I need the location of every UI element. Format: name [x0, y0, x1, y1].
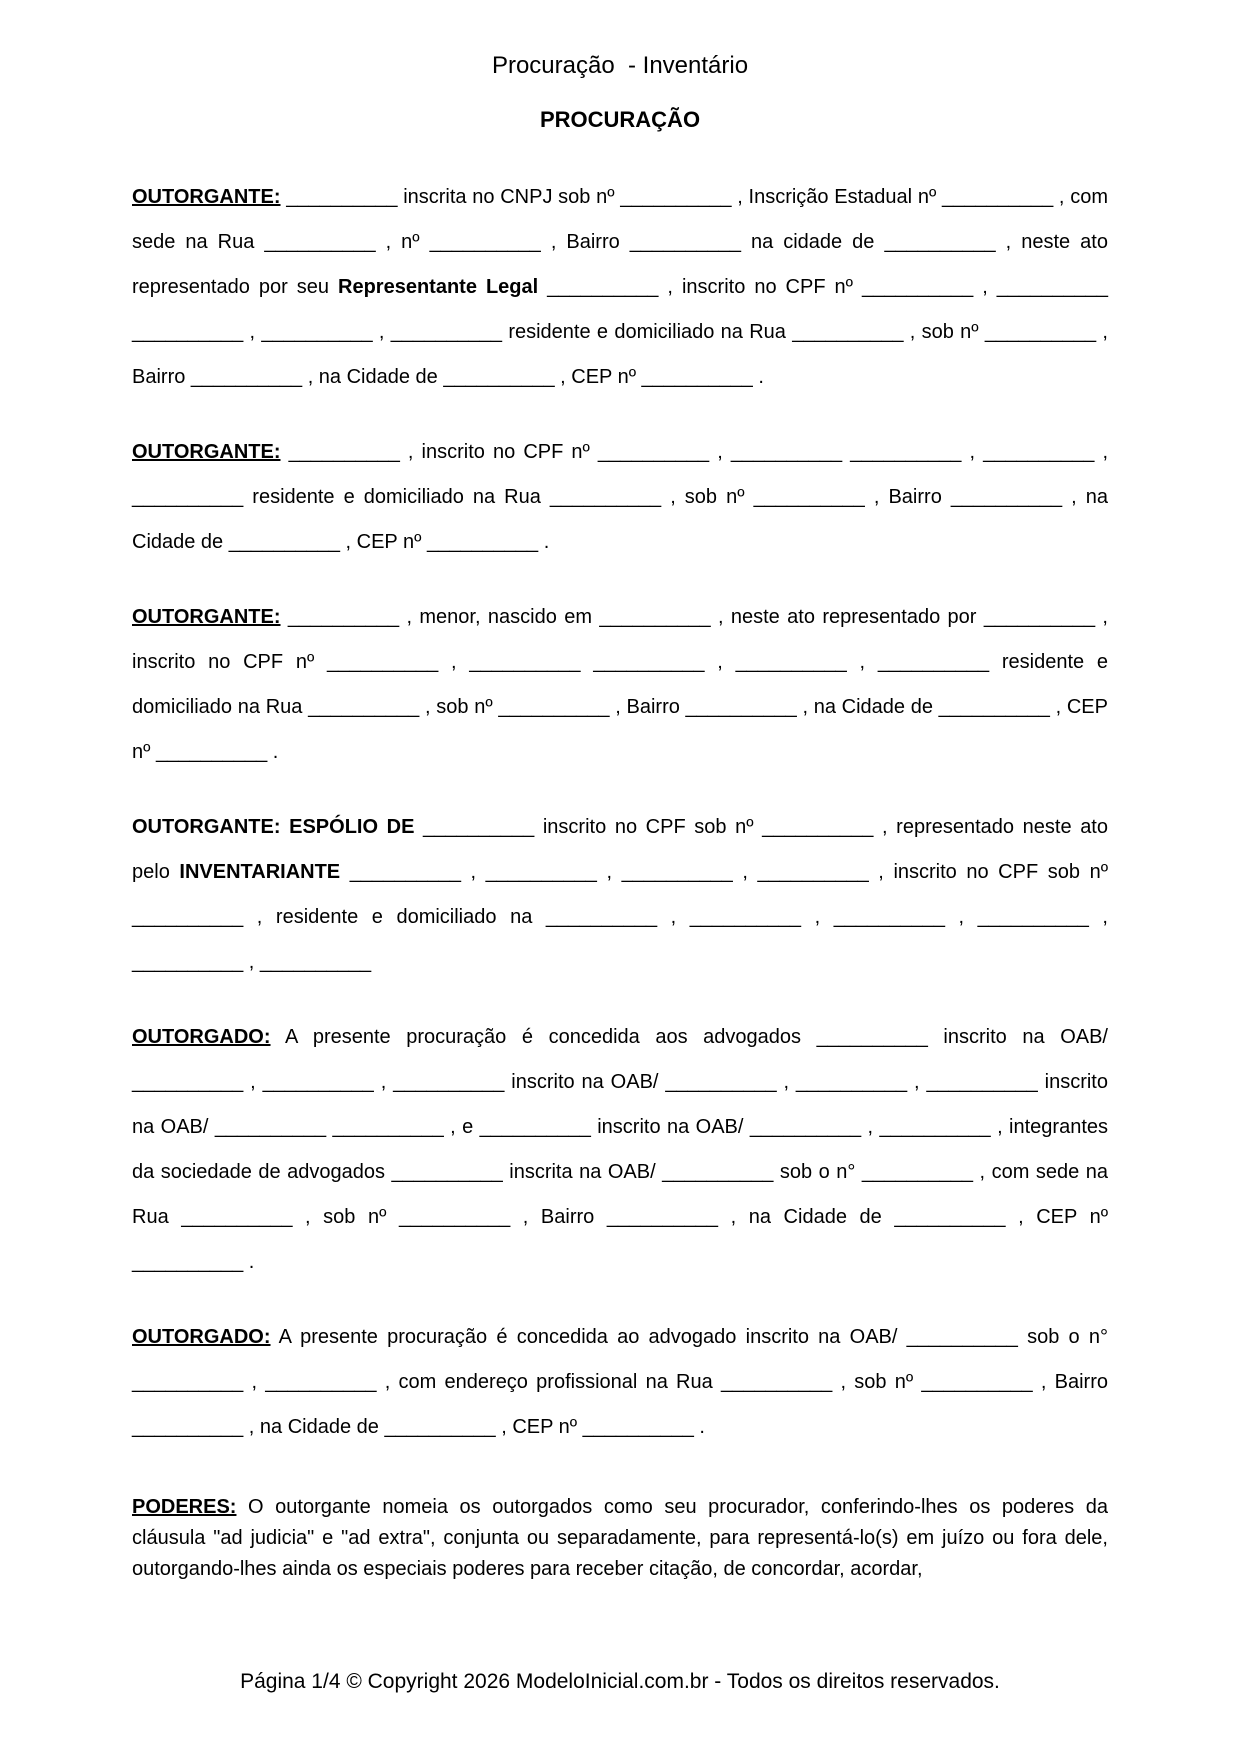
- paragraph-outorgado-society: [132, 1015, 1108, 1285]
- page-footer: Página 1/4 © Copyright 2026 ModeloInicial.com.br - Todos os direitos reservados.: [240, 1670, 1000, 1693]
- paragraph-outorgante-minor: [132, 595, 1108, 775]
- outorgante-label: OUTORGANTE:: [132, 186, 281, 208]
- outorgante-espolio-label: OUTORGANTE: ESPÓLIO DE: [132, 816, 415, 838]
- paragraph-outorgante-person: [132, 430, 1108, 565]
- paragraph-outorgado-single: [132, 1315, 1108, 1450]
- paragraph-text: __________ , __________ , __________ , __________ , inscrito no CPF sob nº __________ , residente e domiciliado na __________ , __________ , __________ , __________ , __________ , __________: [132, 861, 1108, 973]
- paragraph-text: A presente procuração é concedida ao advogado inscrito na OAB/ __________ sob o n° __________ , __________ , com endereço profissional na Rua __________ , sob nº __________ , Bairro __________ , na Cidade de __________ , CEP nº __________ .: [132, 1326, 1108, 1438]
- paragraph-poderes: [132, 1492, 1108, 1585]
- paragraph-text: __________ , inscrito no CPF nº __________ , __________ __________ , __________ , __________ residente e domiciliado na Rua __________ , sob nº __________ , Bairro __________ , na Cidade de __________ , CEP nº __________ .: [132, 441, 1108, 553]
- paragraph-outorgante-company: [132, 175, 1108, 400]
- poderes-label: PODERES:: [132, 1496, 237, 1518]
- outorgado-label: OUTORGADO:: [132, 1026, 271, 1048]
- outorgante-label: OUTORGANTE:: [132, 606, 281, 628]
- inventariante-bold: INVENTARIANTE: [179, 861, 341, 883]
- representante-legal-bold: Representante Legal: [338, 276, 539, 298]
- document-title: Procuração - Inventário: [491, 52, 749, 79]
- paragraph-text: __________ , inscrito no CPF nº __________ , __________ __________ , __________ , __________ residente e domiciliado na Rua __________ , sob nº __________ , Bairro __________ , na Cidade de __________ , CEP nº __________ .: [132, 276, 1108, 388]
- paragraph-text: __________ inscrita no CNPJ sob nº __________ , Inscrição Estadual nº __________ , com sede na Rua __________ , nº __________ , Bairro __________ na cidade de __________ , neste ato representado por seu: [132, 186, 1108, 298]
- paragraph-text: A presente procuração é concedida aos advogados __________ inscrito na OAB/ __________ , __________ , __________ inscrito na OAB/ __________ , __________ , __________ inscrito na OAB/ __________ __________ , e __________ inscrito na OAB/ __________ , __________ , integrantes da sociedade de advogados __________ inscrita na OAB/ __________ sob o n° __________ , com sede na Rua __________ , sob nº __________ , Bairro __________ , na Cidade de __________ , CEP nº __________ .: [132, 1026, 1108, 1273]
- outorgado-label: OUTORGADO:: [132, 1326, 271, 1348]
- paragraph-text: O outorgante nomeia os outorgados como seu procurador, conferindo-lhes os poderes da cláusula "ad judicia" e "ad extra", conjunta ou separadamente, para representá-lo(s) em juízo ou fora dele, outorgando-lhes ainda os especiais poderes para receber citação, de concordar, acordar,: [132, 1496, 1108, 1580]
- document-heading: PROCURAÇÃO: [539, 107, 701, 132]
- paragraph-text: __________ inscrito no CPF sob nº __________ , representado neste ato pelo: [132, 816, 1108, 883]
- paragraph-text: __________ , menor, nascido em __________ , neste ato representado por __________ , inscrito no CPF nº __________ , __________ __________ , __________ , __________ residente e domiciliado na Rua __________ , sob nº __________ , Bairro __________ , na Cidade de __________ , CEP nº __________ .: [132, 606, 1108, 763]
- paragraph-outorgante-espolio: [132, 805, 1108, 985]
- outorgante-label: OUTORGANTE:: [132, 441, 281, 463]
